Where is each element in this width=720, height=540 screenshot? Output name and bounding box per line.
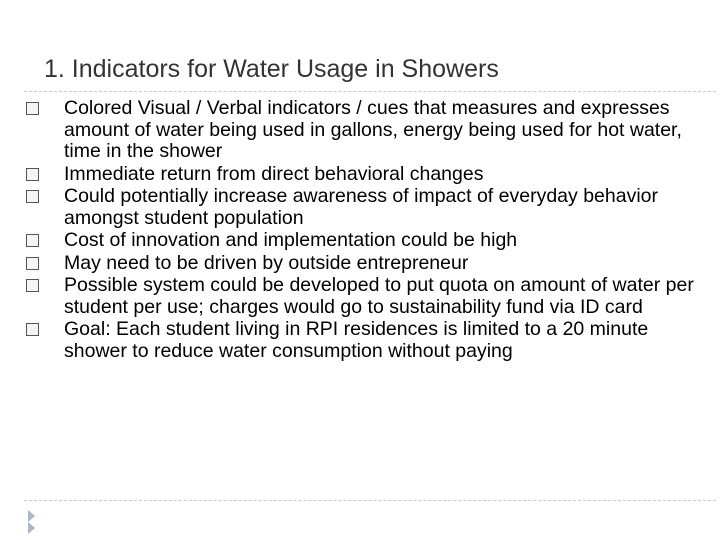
bullet-item — [24, 230, 694, 252]
title-divider — [24, 91, 716, 92]
square-bullet-icon — [26, 190, 39, 203]
bullet-text: Possible system could be developed to put quota on amount of water per student per use; charges would go to sustainability fund via ID card — [64, 274, 694, 318]
bullet-list — [24, 98, 694, 363]
square-bullet-icon — [26, 257, 39, 270]
bullet-item — [24, 98, 694, 163]
bullet-item — [24, 164, 694, 186]
bullet-text: Cost of innovation and implementation could be high — [64, 229, 518, 251]
bullet-text: Goal: Each student living in RPI residences is limited to a 20 minute shower to reduce water consumption without paying — [64, 318, 649, 362]
footer-divider — [24, 500, 716, 501]
bullet-item — [24, 186, 694, 229]
slide-title: 1. Indicators for Water Usage in Showers — [44, 55, 499, 83]
square-bullet-icon — [26, 279, 39, 292]
triangle-marker-icon — [28, 510, 35, 522]
triangle-marker-icon — [28, 522, 35, 534]
bullet-text: Could potentially increase awareness of impact of everyday behavior amongst student population — [64, 185, 658, 229]
bullet-item — [24, 275, 694, 318]
bullet-item — [24, 253, 694, 275]
square-bullet-icon — [26, 168, 39, 181]
square-bullet-icon — [26, 102, 39, 115]
bullet-text: Colored Visual / Verbal indicators / cues that measures and expresses amount of water being used in gallons, energy being used for hot water, time in the shower — [64, 97, 682, 162]
bullet-text: Immediate return from direct behavioral changes — [64, 162, 484, 185]
bullet-text: May need to be driven by outside entrepreneur — [64, 251, 469, 274]
bullet-item — [24, 319, 694, 362]
square-bullet-icon — [26, 323, 39, 336]
square-bullet-icon — [26, 234, 39, 247]
